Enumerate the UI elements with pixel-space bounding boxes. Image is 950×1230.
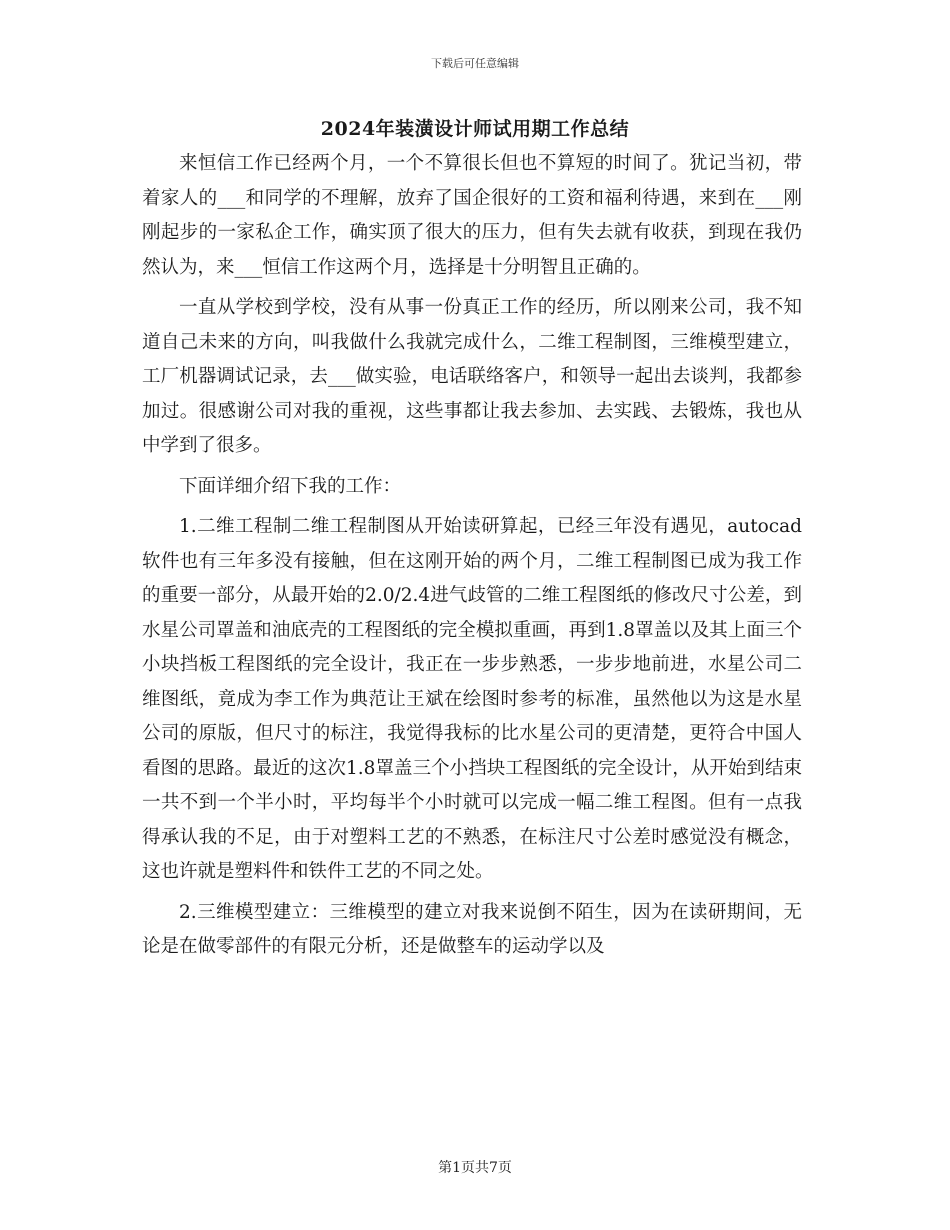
page-header-note: 下载后可任意编辑: [431, 57, 519, 70]
paragraph-work-intro: 下面详细介绍下我的工作：: [179, 475, 402, 497]
document-title: 2024年装潢设计师试用期工作总结: [320, 118, 630, 140]
paragraph-2d-drawing: 1.二维工程制二维工程制图从开始读研算起，已经三年没有遇见，autocad软件也有三年多没有接触，但在这刚开始的两个月，二维工程制图已成为我工作的重要一部分，从最开始的2.0/2.4进气歧管的二维工程图纸的修改尺寸公差，到水星公司罩盖和油底壳的工程图纸的完全模拟重画，再到1.8罩盖以及其上面三个小块挡板工程图纸的完全设计，我正在一步步熟悉，一步步地前进，水星公司二维图纸，竟成为李工作为典范让王斌在绘图时参考的标准，虽然他以为这是水星公司的原版，但尺寸的标注，我觉得我标的比水星公司的更清楚，更符合中国人看图的思路。最近的这次1.8罩盖三个小挡块工程图纸的完全设计，从开始到结束一共不到一个半小时，平均每半个小时就可以完成一幅二维工程图。但有一点我得承认我的不足，由于对塑料工艺的不熟悉，在标注尺寸公差时感觉没有概念，这也许就是塑料件和铁件工艺的不同之处。: [142, 516, 802, 882]
paragraph-experience: 一直从学校到学校，没有从事一份真正工作的经历，所以刚来公司，我不知道自己未来的方向，叫我做什么我就完成什么，二维工程制图，三维模型建立，工厂机器调试记录，去___做实验，电话联络客户，和领导一起出去谈判，我都参加过。很感谢公司对我的重视，这些事都让我去参加、去实践、去锻炼，我也从中学到了很多。: [142, 297, 802, 456]
document-body: [142, 147, 802, 971]
paragraph-3d-model: 2.三维模型建立：三维模型的建立对我来说倒不陌生，因为在读研期间，无论是在做零部件的有限元分析，还是做整车的运动学以及: [142, 901, 802, 957]
paragraph-intro: 来恒信工作已经两个月，一个不算很长但也不算短的时间了。犹记当初，带着家人的___和同学的不理解，放弃了国企很好的工资和福利待遇，来到在___刚刚起步的一家私企工作，确实顶了很大的压力，但有失去就有收获，到现在我仍然认为，来___恒信工作这两个月，选择是十分明智且正确的。: [142, 153, 802, 278]
page-number: 第1页共7页: [438, 1160, 512, 1176]
